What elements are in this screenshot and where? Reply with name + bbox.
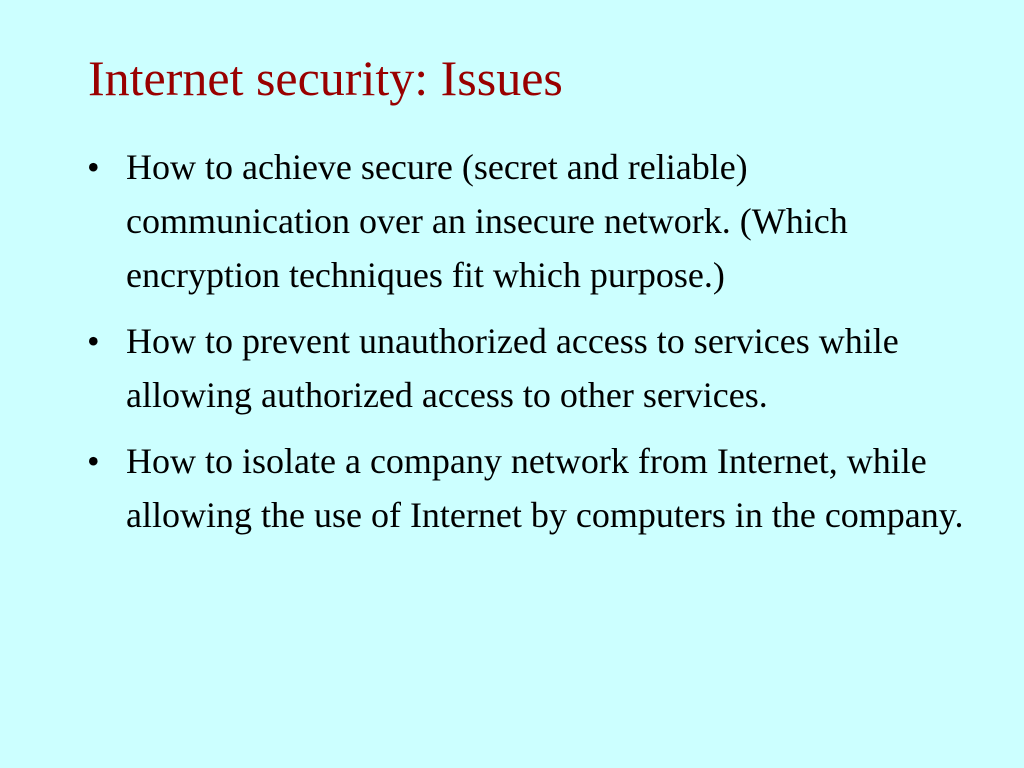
bullet-marker: • xyxy=(87,147,100,187)
bullet-item xyxy=(0,434,1024,542)
bullet-item xyxy=(0,314,1024,422)
bullet-text: How to isolate a company network from Internet, while allowing the use of Internet by computers in the company. xyxy=(126,441,964,535)
bullet-item xyxy=(0,140,1024,302)
bullet-list xyxy=(0,140,1024,554)
bullet-marker: • xyxy=(87,321,100,361)
bullet-text: How to achieve secure (secret and reliable) communication over an insecure network. (Which encryption techniques fit which purpose.) xyxy=(126,147,848,295)
bullet-marker: • xyxy=(87,441,100,481)
slide-title: Internet security: Issues xyxy=(88,50,563,106)
bullet-text: How to prevent unauthorized access to services while allowing authorized access to other services. xyxy=(126,321,899,415)
